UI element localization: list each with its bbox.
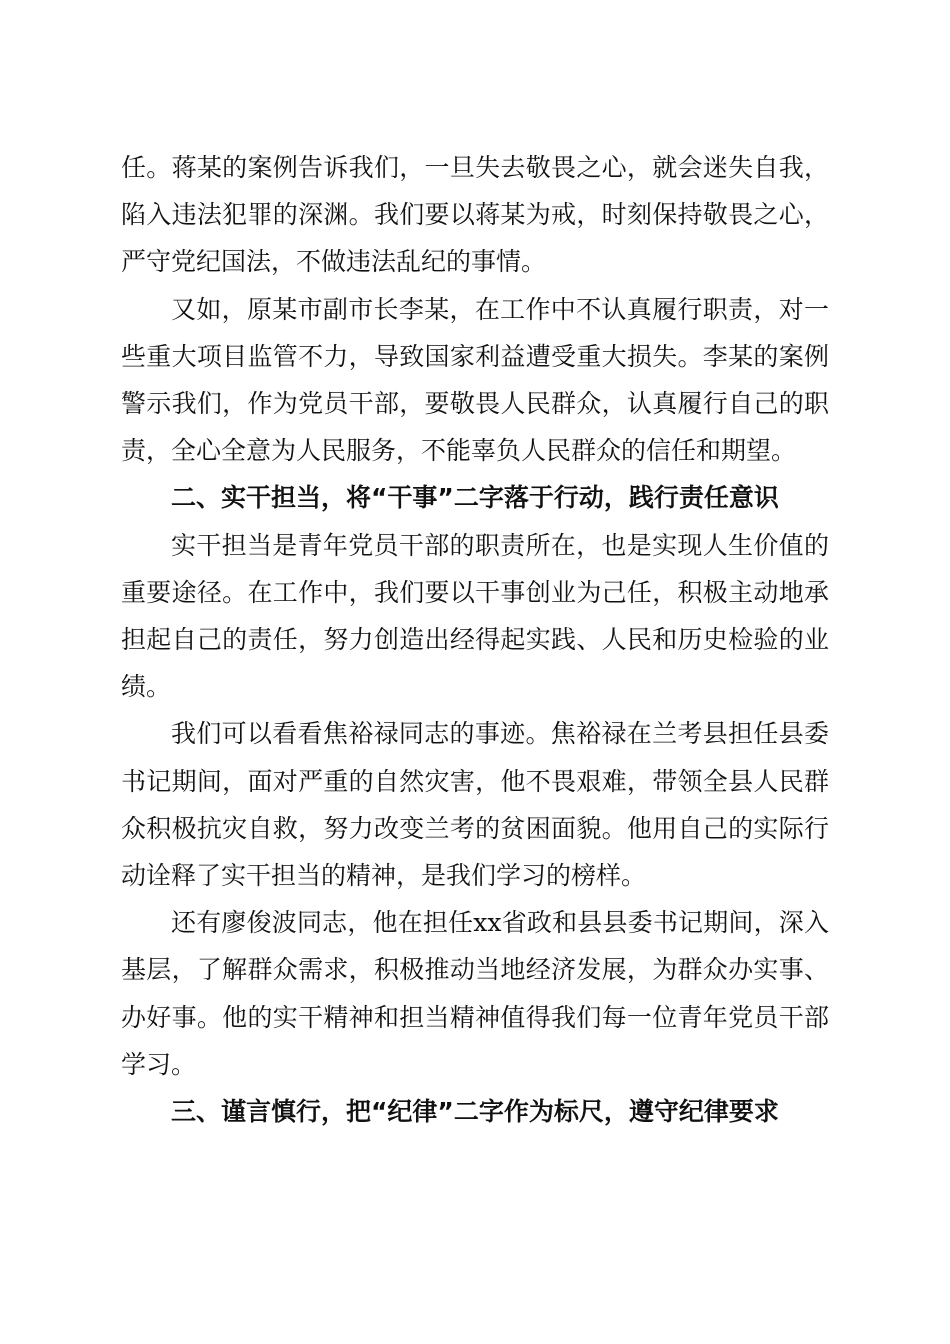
document-body: [121, 144, 829, 1135]
paragraph-jiao-yulu: 我们可以看看焦裕禄同志的事迹。焦裕禄在兰考县担任县委书记期间，面对严重的自然灾害，他不畏艰难，带领全县人民群众积极抗灾自救，努力改变兰考的贫困面貌。他用自己的实际行动诠释了实干担当的精神，是我们学习的榜样。: [121, 719, 829, 891]
paragraph-continuation: 任。蒋某的案例告诉我们，一旦失去敬畏之心，就会迷失自我，陷入违法犯罪的深渊。我们要以蒋某为戒，时刻保持敬畏之心，严守党纪国法，不做违法乱纪的事情。: [121, 153, 829, 277]
section-heading-2: 二、实干担当，将“干事”二字落于行动，践行责任意识: [171, 483, 779, 513]
paragraph-liao-junbo: 还有廖俊波同志，他在担任xx省政和县县委书记期间，深入基层，了解群众需求，积极推动当地经济发展，为群众办实事、办好事。他的实干精神和担当精神值得我们每一位青年党员干部学习。: [121, 908, 829, 1079]
paragraph-li-case: 又如，原某市副市长李某，在工作中不认真履行职责，对一些重大项目监管不力，导致国家利益遭受重大损失。李某的案例警示我们，作为党员干部，要敬畏人民群众，认真履行自己的职责，全心全意为人民服务，不能辜负人民群众的信任和期望。: [121, 294, 829, 466]
section-heading-3: 三、谨言慎行，把“纪律”二字作为标尺，遵守纪律要求: [171, 1097, 779, 1127]
paragraph-responsibility: 实干担当是青年党员干部的职责所在，也是实现人生价值的重要途径。在工作中，我们要以干事创业为己任，积极主动地承担起自己的责任，努力创造出经得起实践、人民和历史检验的业绩。: [121, 530, 829, 702]
